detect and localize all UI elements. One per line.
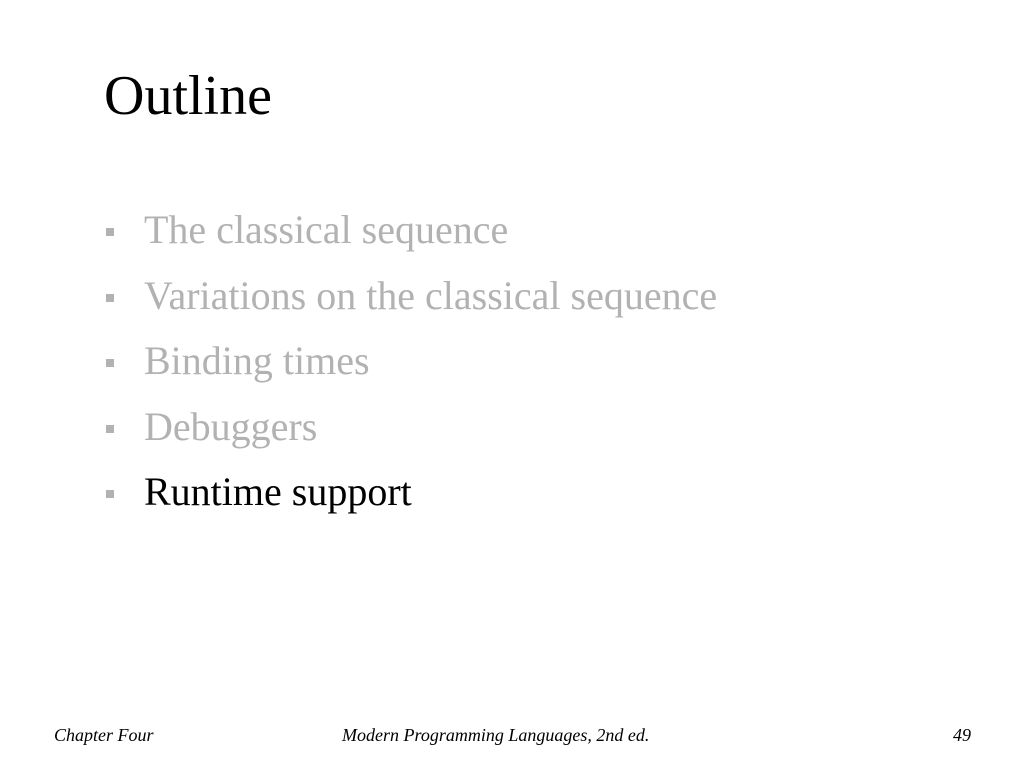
outline-item-label: Debuggers — [144, 403, 318, 449]
outline-item-label: Variations on the classical sequence — [144, 272, 718, 318]
outline-list — [106, 206, 717, 534]
square-bullet-icon — [106, 425, 114, 433]
footer-book-title: Modern Programming Languages, 2nd ed. — [342, 725, 650, 745]
square-bullet-icon — [106, 359, 114, 367]
square-bullet-icon — [106, 294, 114, 302]
footer-chapter: Chapter Four — [54, 725, 154, 745]
list-item — [106, 403, 717, 469]
outline-item-label: Runtime support — [144, 469, 412, 514]
square-bullet-icon — [106, 228, 114, 236]
list-item — [106, 272, 717, 338]
footer-page-number: 49 — [953, 725, 971, 745]
slide-title: Outline — [104, 65, 272, 127]
square-bullet-icon — [106, 490, 114, 498]
outline-item-label: Binding times — [144, 338, 370, 383]
list-item — [106, 206, 717, 272]
list-item — [106, 337, 717, 403]
list-item-current — [106, 468, 717, 534]
outline-item-label: The classical sequence — [144, 207, 509, 252]
